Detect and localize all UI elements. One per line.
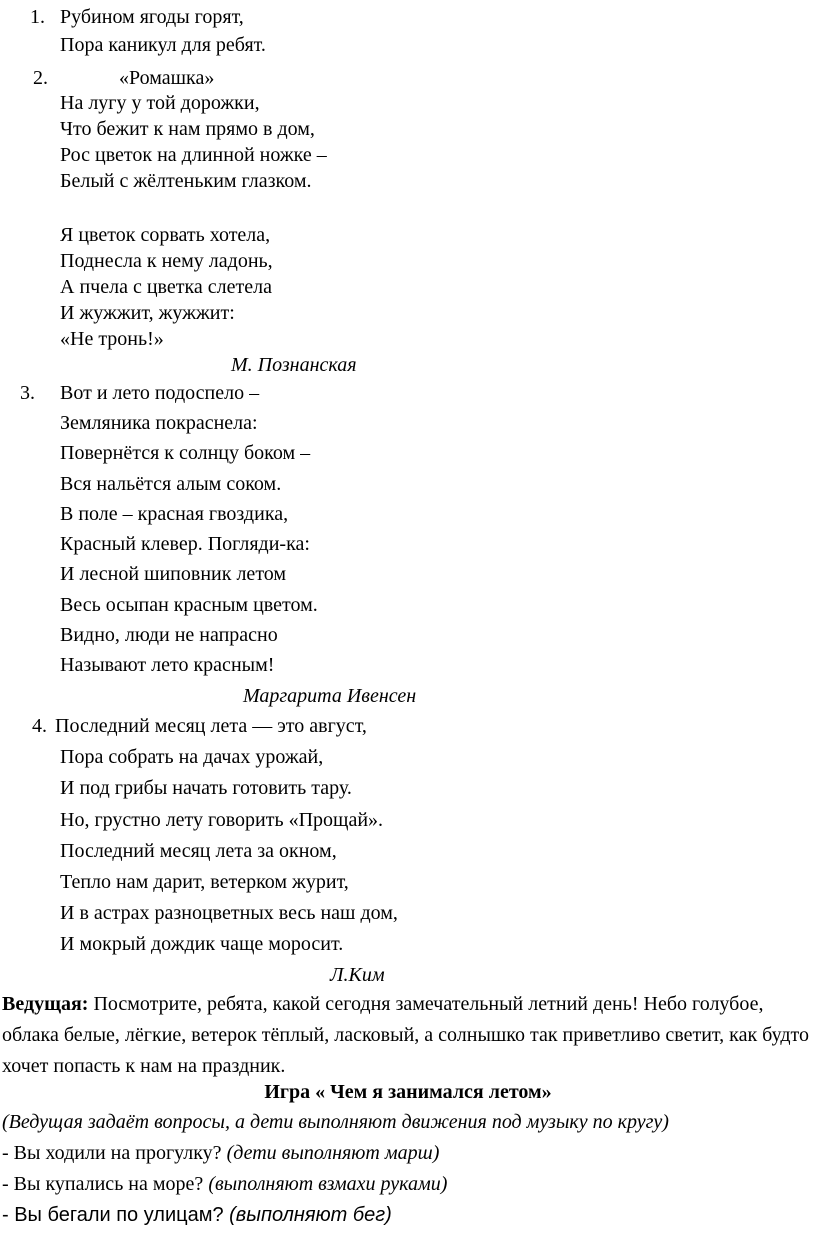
game-action: (дети выполняют марш) <box>226 1142 440 1164</box>
poem-line: Пора каникул для ребят. <box>60 34 266 56</box>
host-text: Посмотрите, ребята, какой сегодня замечательный летний день! Небо голубое, облака белые, лёгкие, ветерок тёплый, ласковый, а солнышко так приветливо светит, как будто хочет попасть к нам на праздник. <box>2 993 809 1077</box>
poem2-number: 2. <box>33 67 48 89</box>
game-qa-item <box>2 1141 439 1165</box>
poem-line: В поле – красная гвоздика, <box>60 503 289 525</box>
game-question: - Вы купались на море? <box>2 1173 209 1195</box>
poem2-author: М. Познанская <box>231 354 357 376</box>
poem-line: Вот и лето подоспело – <box>60 382 260 404</box>
poem4-author: Л.Ким <box>330 964 385 986</box>
host-paragraph <box>2 989 810 1082</box>
poem3-number: 3. <box>20 382 35 404</box>
poem-line: Поднесла к нему ладонь, <box>60 250 273 272</box>
poem-line: Повернётся к солнцу боком – <box>60 442 311 464</box>
host-label: Ведущая: <box>2 993 89 1015</box>
poem-line: Белый с жёлтеньким глазком. <box>60 170 312 192</box>
poem-line: И жужжит, жужжит: <box>60 302 235 324</box>
poem-line: А пчела с цветка слетела <box>60 276 272 298</box>
poem-line: На лугу у той дорожки, <box>60 92 260 114</box>
poem-line: Последний месяц лета за окном, <box>60 840 337 862</box>
poem-line: И лесной шиповник летом <box>60 563 287 585</box>
game-title: Игра « Чем я занимался летом» <box>264 1081 552 1103</box>
poem-line: И мокрый дождик чаще моросит. <box>60 933 344 955</box>
poem-line: Последний месяц лета — это август, <box>55 715 367 737</box>
poem-line: Пора собрать на дачах урожай, <box>60 746 324 768</box>
poem-line: Рубином ягоды горят, <box>60 6 244 28</box>
poem-line: Видно, люди не напрасно <box>60 624 278 646</box>
poem-line: Но, грустно лету говорить «Прощай». <box>60 809 384 831</box>
poem-line: Что бежит к нам прямо в дом, <box>60 118 315 140</box>
poem-line: Тепло нам дарит, ветерком журит, <box>60 871 349 893</box>
game-question: - Вы бегали по улицам? <box>2 1204 230 1226</box>
poem-line: «Не тронь!» <box>60 328 164 350</box>
poem4-number: 4. <box>32 715 47 737</box>
game-action: (выполняют взмахи руками) <box>208 1173 448 1195</box>
poem1-number: 1. <box>30 6 45 28</box>
poem-line: Земляника покраснела: <box>60 412 258 434</box>
poem2-title: «Ромашка» <box>119 67 215 89</box>
poem3-author: Маргарита Ивенсен <box>243 685 417 707</box>
poem-line: Вся нальётся алым соком. <box>60 473 282 495</box>
poem-line: И под грибы начать готовить тару. <box>60 777 352 799</box>
poem-line: Весь осыпан красным цветом. <box>60 594 318 616</box>
game-action: (выполняют бег) <box>229 1204 392 1226</box>
poem-line: Называют лето красным! <box>60 654 275 676</box>
poem-line: Красный клевер. Погляди-ка: <box>60 533 310 555</box>
poem-line: Рос цветок на длинной ножке – <box>60 144 327 166</box>
game-instruction: (Ведущая задаёт вопросы, а дети выполняют движения под музыку по кругу) <box>2 1111 669 1133</box>
game-qa-item <box>2 1172 447 1196</box>
poem-line: Я цветок сорвать хотела, <box>60 224 271 246</box>
game-qa-item <box>2 1203 392 1227</box>
game-question: - Вы ходили на прогулку? <box>2 1142 227 1164</box>
poem-line: И в астрах разноцветных весь наш дом, <box>60 902 398 924</box>
